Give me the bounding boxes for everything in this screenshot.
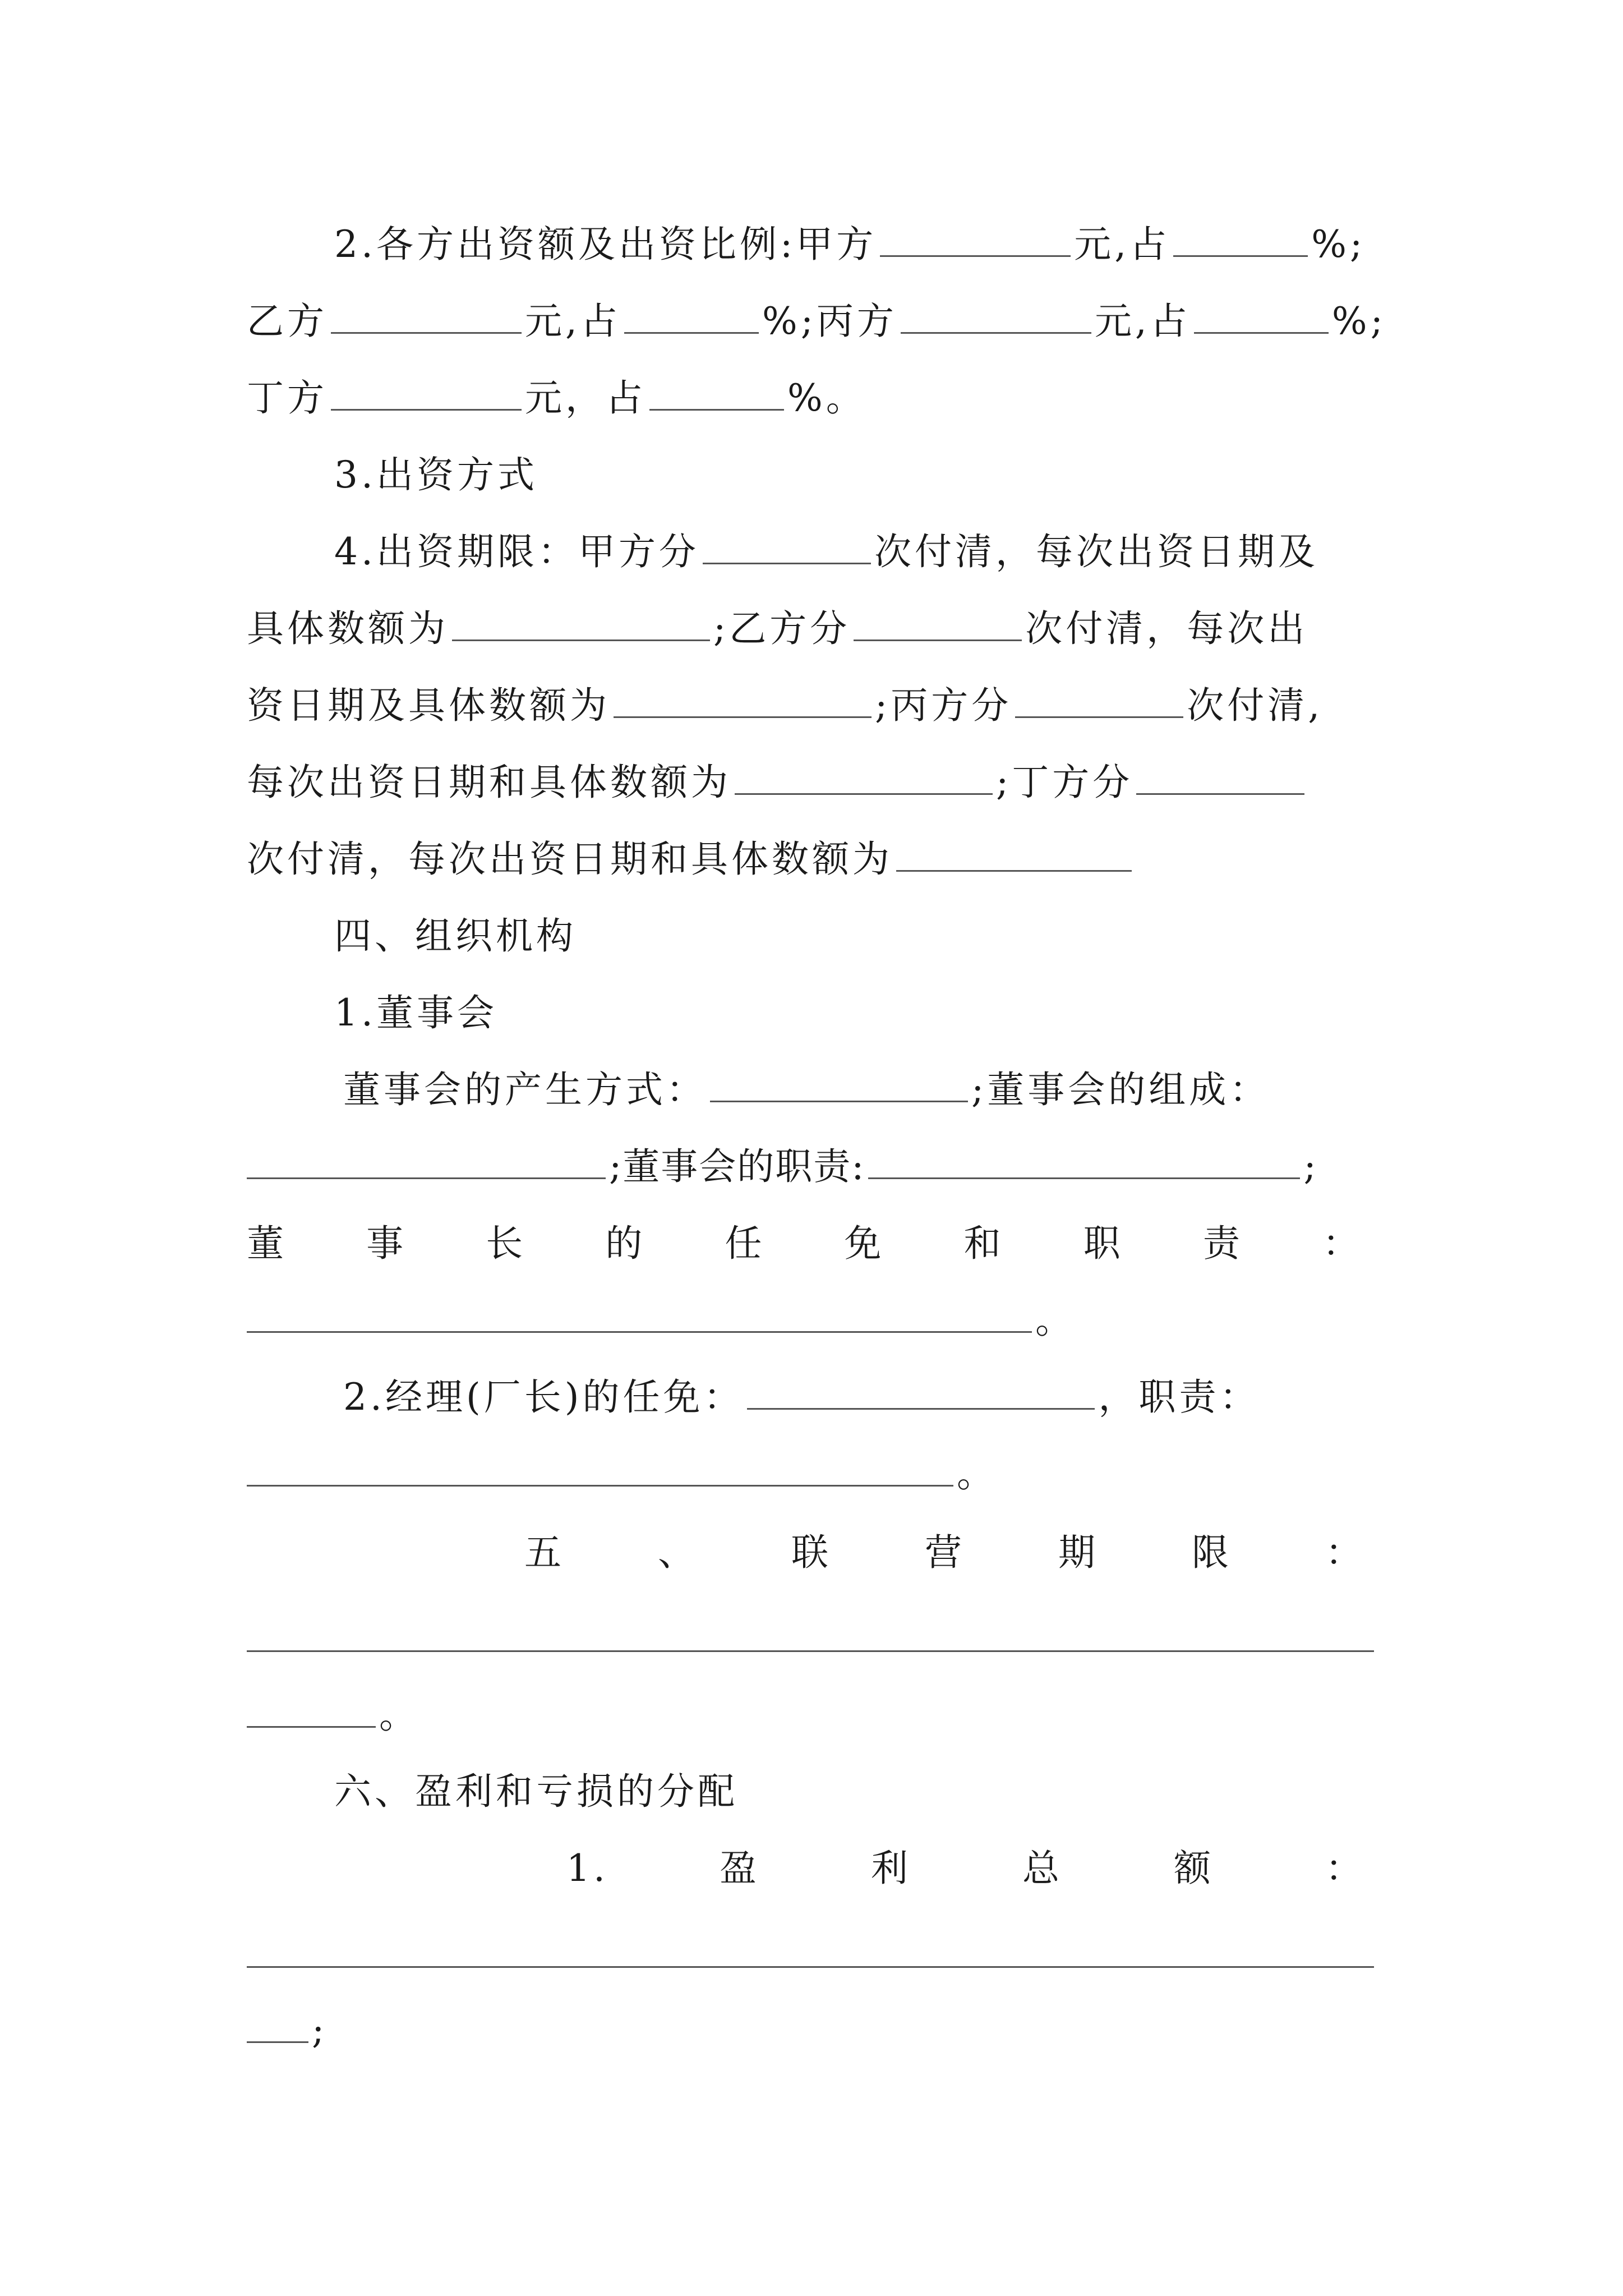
text: 资日期及具体数额为 [247,684,610,727]
char: 免 [844,1222,885,1265]
board-formation-line [343,1062,1391,1118]
char: 额 [1173,1847,1214,1890]
contribution-term-line-1 [334,524,1391,580]
profit-full-blank[interactable] [247,1966,1374,1968]
text: 4.出资期限：甲方分 [334,530,699,573]
char: 长 [486,1222,527,1265]
amount-blank[interactable] [331,374,522,411]
amount-blank[interactable] [331,297,522,334]
text: ; [312,2009,328,2052]
text: %。 [787,376,866,420]
text: %;丙方 [762,300,897,343]
text: ;董事会的职责: [609,1145,865,1188]
amount-blank[interactable] [880,220,1071,257]
profit-end-line [247,2003,1391,2059]
text: 次付清，每次出 [1025,607,1308,650]
text: 。 [1035,1299,1076,1342]
text: 次付清，每次出资日期和具体数额为 [247,838,893,881]
contribution-line-party-a [334,217,1391,273]
char: ： [1322,1222,1363,1265]
char: 职 [1083,1222,1124,1265]
contribution-method: 3.出资方式 [334,453,538,496]
text: 元,占 [525,300,621,343]
text: %; [1311,223,1366,266]
term-end-line [247,1687,1391,1743]
char: 限 [1192,1531,1232,1574]
text: 丁方 [247,376,328,420]
section-heading-term [524,1525,1366,1581]
schedule-blank[interactable] [896,835,1132,872]
term-full-blank[interactable] [247,1650,1374,1652]
board-duties-line [247,1139,1391,1195]
text: ;丁方分 [996,761,1133,804]
text: %; [1331,300,1386,343]
text: 。 [957,1452,997,1496]
text: 元,占 [1094,300,1191,343]
percent-blank[interactable] [649,374,784,411]
formation-blank[interactable] [710,1066,968,1102]
char: ： [1325,1847,1366,1890]
percent-blank[interactable] [1194,297,1329,334]
contribution-line-party-b-c [247,293,1391,349]
text: ;董事会的组成： [971,1068,1270,1111]
installments-blank[interactable] [1136,758,1304,795]
section-heading-organization: 四、组织机构 [334,914,577,958]
char: 和 [963,1222,1004,1265]
text: 元，占 [525,376,646,420]
char: 任 [725,1222,766,1265]
contribution-term-line-4 [247,754,1391,811]
char: 1. [566,1847,608,1890]
text: ; [1303,1145,1317,1188]
installments-blank[interactable] [1015,682,1183,718]
appointment-blank[interactable] [747,1373,1095,1410]
char: 事 [366,1222,407,1265]
text: 2.经理(厂长)的任免： [343,1375,744,1419]
profit-blank[interactable] [247,2007,308,2043]
composition-blank[interactable] [247,1143,606,1179]
schedule-blank[interactable] [452,605,710,641]
text: 元,占 [1074,223,1170,266]
chairman-blank[interactable] [247,1296,1032,1333]
contribution-term-line-3 [247,678,1391,734]
text: ;乙方分 [713,607,851,650]
contribution-term-line-5 [247,831,1391,887]
char: 总 [1022,1847,1063,1890]
char: ： [1325,1531,1366,1574]
char: 、 [658,1531,698,1574]
chairman-blank-line [247,1292,1391,1349]
text: 次付清，每次出资日期及 [874,530,1318,573]
text: ;丙方分 [875,684,1012,727]
amount-blank[interactable] [901,297,1091,334]
char: 五 [524,1531,565,1574]
section-heading-profit: 六、盈利和亏损的分配 [334,1770,738,1813]
text: 每次出资日期和具体数额为 [247,761,731,804]
char: 责 [1202,1222,1243,1265]
subsection-board: 1.董事会 [334,991,497,1034]
char: 盈 [719,1847,760,1890]
char: 联 [791,1531,832,1574]
char: 利 [870,1847,911,1890]
duties-blank[interactable] [868,1143,1300,1179]
text: 乙方 [247,300,328,343]
char: 董 [247,1222,287,1265]
manager-duties-blank[interactable] [247,1450,953,1487]
profit-total-line [566,1841,1366,1897]
text: 董事会的产生方式： [343,1068,707,1111]
text: 。 [379,1694,419,1737]
char: 营 [925,1531,965,1574]
percent-blank[interactable] [624,297,759,334]
text: 2.各方出资额及出资比例:甲方 [334,223,877,266]
schedule-blank[interactable] [614,682,872,718]
installments-blank[interactable] [703,528,871,564]
installments-blank[interactable] [854,605,1022,641]
contribution-line-party-d [247,370,1391,426]
text: ，职责： [1098,1375,1260,1419]
char: 期 [1058,1531,1099,1574]
contribution-term-line-2 [247,601,1391,657]
manager-line [343,1369,1391,1425]
manager-duties-line [247,1446,1391,1502]
text: 具体数额为 [247,607,449,650]
char: 的 [605,1222,646,1265]
term-blank[interactable] [247,1691,376,1728]
text: 次付清, [1187,684,1324,727]
percent-blank[interactable] [1173,220,1308,257]
schedule-blank[interactable] [735,758,993,795]
chairman-line [247,1216,1363,1272]
